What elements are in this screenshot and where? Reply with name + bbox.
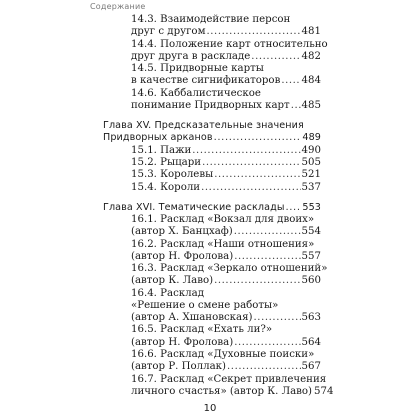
toc-entry-page: 521 xyxy=(301,169,321,181)
toc-entry-title: (автор Н. Фролова) xyxy=(131,336,234,348)
toc-entry-title: личного счастья» (автор К. Лаво) xyxy=(131,385,313,397)
toc-entry-title: (автор Х. Банцхаф) xyxy=(131,226,233,238)
toc-entry-title: «Решение о смене работы» xyxy=(131,299,279,311)
toc-entry-title: (автор К. Лаво) xyxy=(131,275,214,287)
chapter-page: 553 xyxy=(302,201,321,213)
toc-entry-page: 564 xyxy=(301,336,321,348)
toc-entry-title: 15.3. Королевы xyxy=(131,169,214,181)
chapter-title: Глава XVI. Тематические расклады xyxy=(103,201,285,213)
toc-entry-page: 485 xyxy=(301,99,321,111)
toc-entry-title: (автор А. Хшановская) xyxy=(131,312,253,324)
toc-entry-title: (автор Н. Фролова) xyxy=(131,250,234,262)
toc-entry-title: 14.3. Взаимодействие персон xyxy=(131,14,291,25)
toc-entry-page: 574 xyxy=(314,385,334,397)
toc-entry-page: 482 xyxy=(301,50,321,62)
toc-entry-page: 557 xyxy=(301,250,321,262)
toc-entry-title: в качестве сигнификаторов xyxy=(131,75,281,87)
toc-entry-page: 481 xyxy=(301,26,321,38)
toc-entry-page: 484 xyxy=(301,75,321,87)
toc-entry-title: друг с другом xyxy=(131,26,206,38)
toc-entry-title: 16.4. Расклад xyxy=(131,287,204,299)
toc-entry-page: 490 xyxy=(301,144,321,156)
toc-entry-title: 16.5. Расклад «Ехать ли?» xyxy=(131,324,273,336)
toc-entry-title: понимание Придворных карт xyxy=(131,99,290,111)
running-head: Содержание xyxy=(90,2,146,11)
toc-entry-page: 563 xyxy=(301,312,321,324)
chapter-page: 489 xyxy=(302,132,321,144)
page-number: 10 xyxy=(203,403,217,414)
toc-entry-page: 567 xyxy=(301,361,321,373)
chapter-title: Придворных арканов xyxy=(103,132,213,144)
toc-entry-title: 14.6. Каббалистическое xyxy=(131,87,261,99)
toc-entry-title: 16.2. Расклад «Наши отношения» xyxy=(131,238,315,250)
toc-entry-page: 537 xyxy=(301,181,321,193)
toc-entry-page: 554 xyxy=(301,226,321,238)
toc-entry-page: 505 xyxy=(301,156,321,168)
toc-entry-title: 15.2. Рыцари xyxy=(131,156,202,168)
toc-entry-title: 15.1. Пажи xyxy=(131,144,192,156)
toc-entry-title: 16.1. Расклад «Вокзал для двоих» xyxy=(131,214,315,225)
toc-entry-title: 15.4. Короли xyxy=(131,181,201,193)
toc-entry-title: 14.4. Положение карт относительно xyxy=(131,38,328,50)
toc-entry-title: 16.6. Расклад «Духовные поиски» xyxy=(131,348,315,360)
toc-entry-title: 14.5. Придворные карты xyxy=(131,63,264,75)
toc-entry-title: 16.7. Расклад «Секрет привлечения xyxy=(131,373,327,385)
toc-entry-title: друг друга в раскладе xyxy=(131,50,251,62)
toc-entry-title: (автор Р. Поллак) xyxy=(131,361,227,373)
toc-entry-title: 16.3. Расклад «Зеркало отношений» xyxy=(131,263,328,275)
chapter-title: Глава XV. Предсказательные значения xyxy=(103,120,304,132)
toc-entry-page: 560 xyxy=(301,275,321,287)
